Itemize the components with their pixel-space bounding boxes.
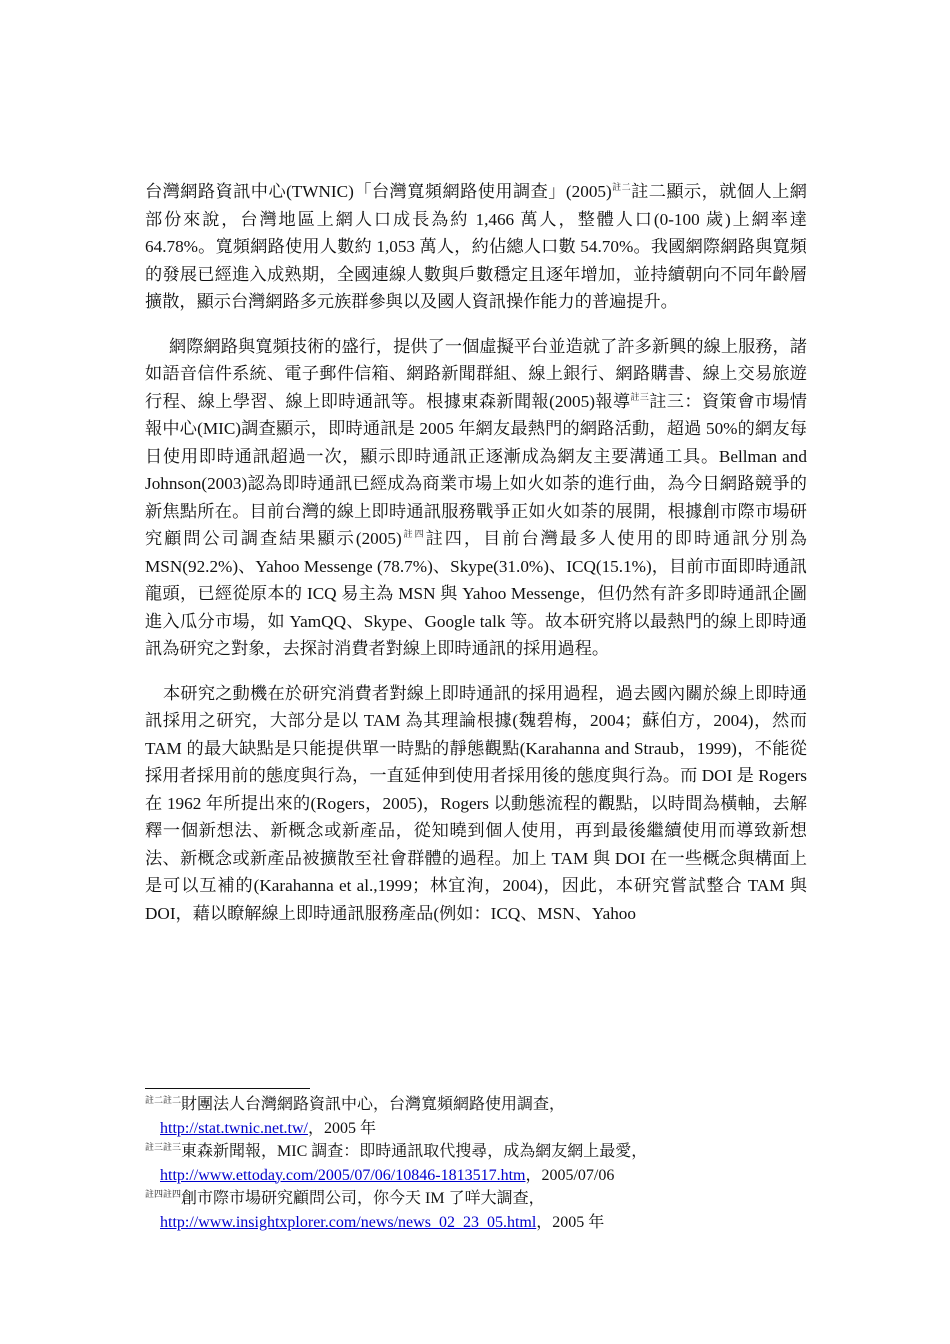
footnote-divider <box>145 1088 310 1089</box>
p2-text-b: 註三：資策會市場情報中心(MIC)調查顯示，即時通訊是 2005 年網友最熱門的網路活動，超過 50%的網友每日使用即時通訊超過一次，顯示即時通訊正逐漸成為網友主要溝通工具。Bellman and Johnson(2003)認為即時通訊已經成為商業市場上如火如荼的進行曲，為今日網路競爭的新焦點所在。目前台灣的線上即時通訊服務戰爭正如火如荼的展開，根據創市際市場研究顧問公司調查結果顯示(2005) <box>145 391 807 548</box>
footnote-link[interactable]: http://www.insightxplorer.com/news/news_02_23_05.html <box>160 1213 537 1231</box>
footnote-ref-3[interactable]: 註三 <box>630 391 650 402</box>
footnote-mark: 註四 <box>145 1189 164 1199</box>
footnote-label: 註四 <box>163 1189 182 1199</box>
footnote-mark: 註二 <box>145 1095 164 1105</box>
p1-text-a: 台灣網路資訊中心(TWNIC)「台灣寬頻網路使用調查」(2005) <box>145 182 612 201</box>
footnote-tail: ，2005/07/06 <box>525 1166 615 1184</box>
paragraph-3: 本研究之動機在於研究消費者對線上即時通訊的採用過程，過去國內關於線上即時通訊採用之研究，大部分是以 TAM 為其理論根據(魏碧梅，2004；蘇伯方，2004)，然而 TAM 的最大缺點是只能提供單一時點的靜態觀點(Karahanna and Straub，1999)，不能從採用者採用前的態度與行為，一直延伸到使用者採用後的態度與行為。而 DOI 是 Rogers 在 1962 年所提出來的(Rogers，2005)，Rogers 以動態流程的觀點，以時間為橫軸，去解釋一個新想法、新概念或新產品，從知曉到個人使用，再到最後繼續使用而導致新想法、新概念或新產品被擴散至社會群體的過程。加上 TAM 與 DOI 在一些概念與構面上是可以互補的(Karahanna et al.,1999；林宜洵，2004)，因此，本研究嘗試整合 TAM 與 DOI，藉以瞭解線上即時通訊服務產品(例如：ICQ、MSN、Yahoo <box>145 683 807 923</box>
document-body <box>145 178 807 927</box>
footnote-mark: 註三 <box>145 1142 164 1152</box>
footnote-text: 創市際市場研究顧問公司，你今天 IM 了咩大調查， <box>181 1190 545 1207</box>
footnote-2 <box>145 1093 807 1140</box>
footnote-link[interactable]: http://stat.twnic.net.tw/ <box>160 1119 308 1137</box>
footnote-ref-2[interactable]: 註二 <box>611 182 632 192</box>
footnote-3 <box>145 1140 807 1187</box>
footnote-link[interactable]: http://www.ettoday.com/2005/07/06/10846-1813517.htm <box>160 1166 526 1184</box>
footnote-label: 註二 <box>163 1095 182 1105</box>
footnote-text: 財團法人台灣網路資訊中心，台灣寬頻網路使用調查， <box>181 1096 566 1113</box>
footnote-4 <box>145 1187 807 1234</box>
footnote-tail: ，2005 年 <box>536 1213 605 1231</box>
footnote-label: 註三 <box>163 1142 182 1152</box>
footnotes <box>145 1088 807 1234</box>
footnote-ref-4[interactable]: 註四 <box>401 529 426 539</box>
p2-text-a: 網際網路與寬頻技術的盛行，提供了一個虛擬平台並造就了許多新興的線上服務，諸如語音信件系統、電子郵件信箱、網路新聞群組、線上銀行、網路購書、線上交易旅遊行程、線上學習、線上即時通訊等。根據東森新聞報(2005)報導 <box>145 336 807 411</box>
p2-text-c: 註四，目前台灣最多人使用的即時通訊分別為 MSN(92.2%)、Yahoo Messenge (78.7%)、Skype(31.0%)、ICQ(15.1%)，目前市面即時通訊龍頭，已經從原本的 ICQ 易主為 MSN 與 Yahoo Messenge，但仍然有許多即時通訊企圖進入瓜分市場，如 YamQQ、Skype、Google talk 等。故本研究將以最熱門的線上即時通訊為研究之對象，去探討消費者對線上即時通訊的採用過程。 <box>145 529 807 658</box>
footnote-tail: ，2005 年 <box>307 1119 376 1137</box>
paragraph-2 <box>145 333 807 663</box>
p1-text-b: 註二顯示，就個人上網部份來說，台灣地區上網人口成長為約 1,466 萬人，整體人口(0-100 歲)上網率達 64.78%。寬頻網路使用人數約 1,053 萬人，約佔總人口數 54.70%。我國網際網路與寬頻的發展已經進入成熟期，全國連線人數與戶數穩定且逐年增加，並持續朝向不同年齡層擴散，顯示台灣網路多元族群參與以及國人資訊操作能力的普遍提升。 <box>145 182 807 311</box>
footnote-text: 東森新聞報，MIC 調查：即時通訊取代搜尋，成為網友網上最愛， <box>181 1143 648 1160</box>
paragraph-1 <box>145 178 807 316</box>
